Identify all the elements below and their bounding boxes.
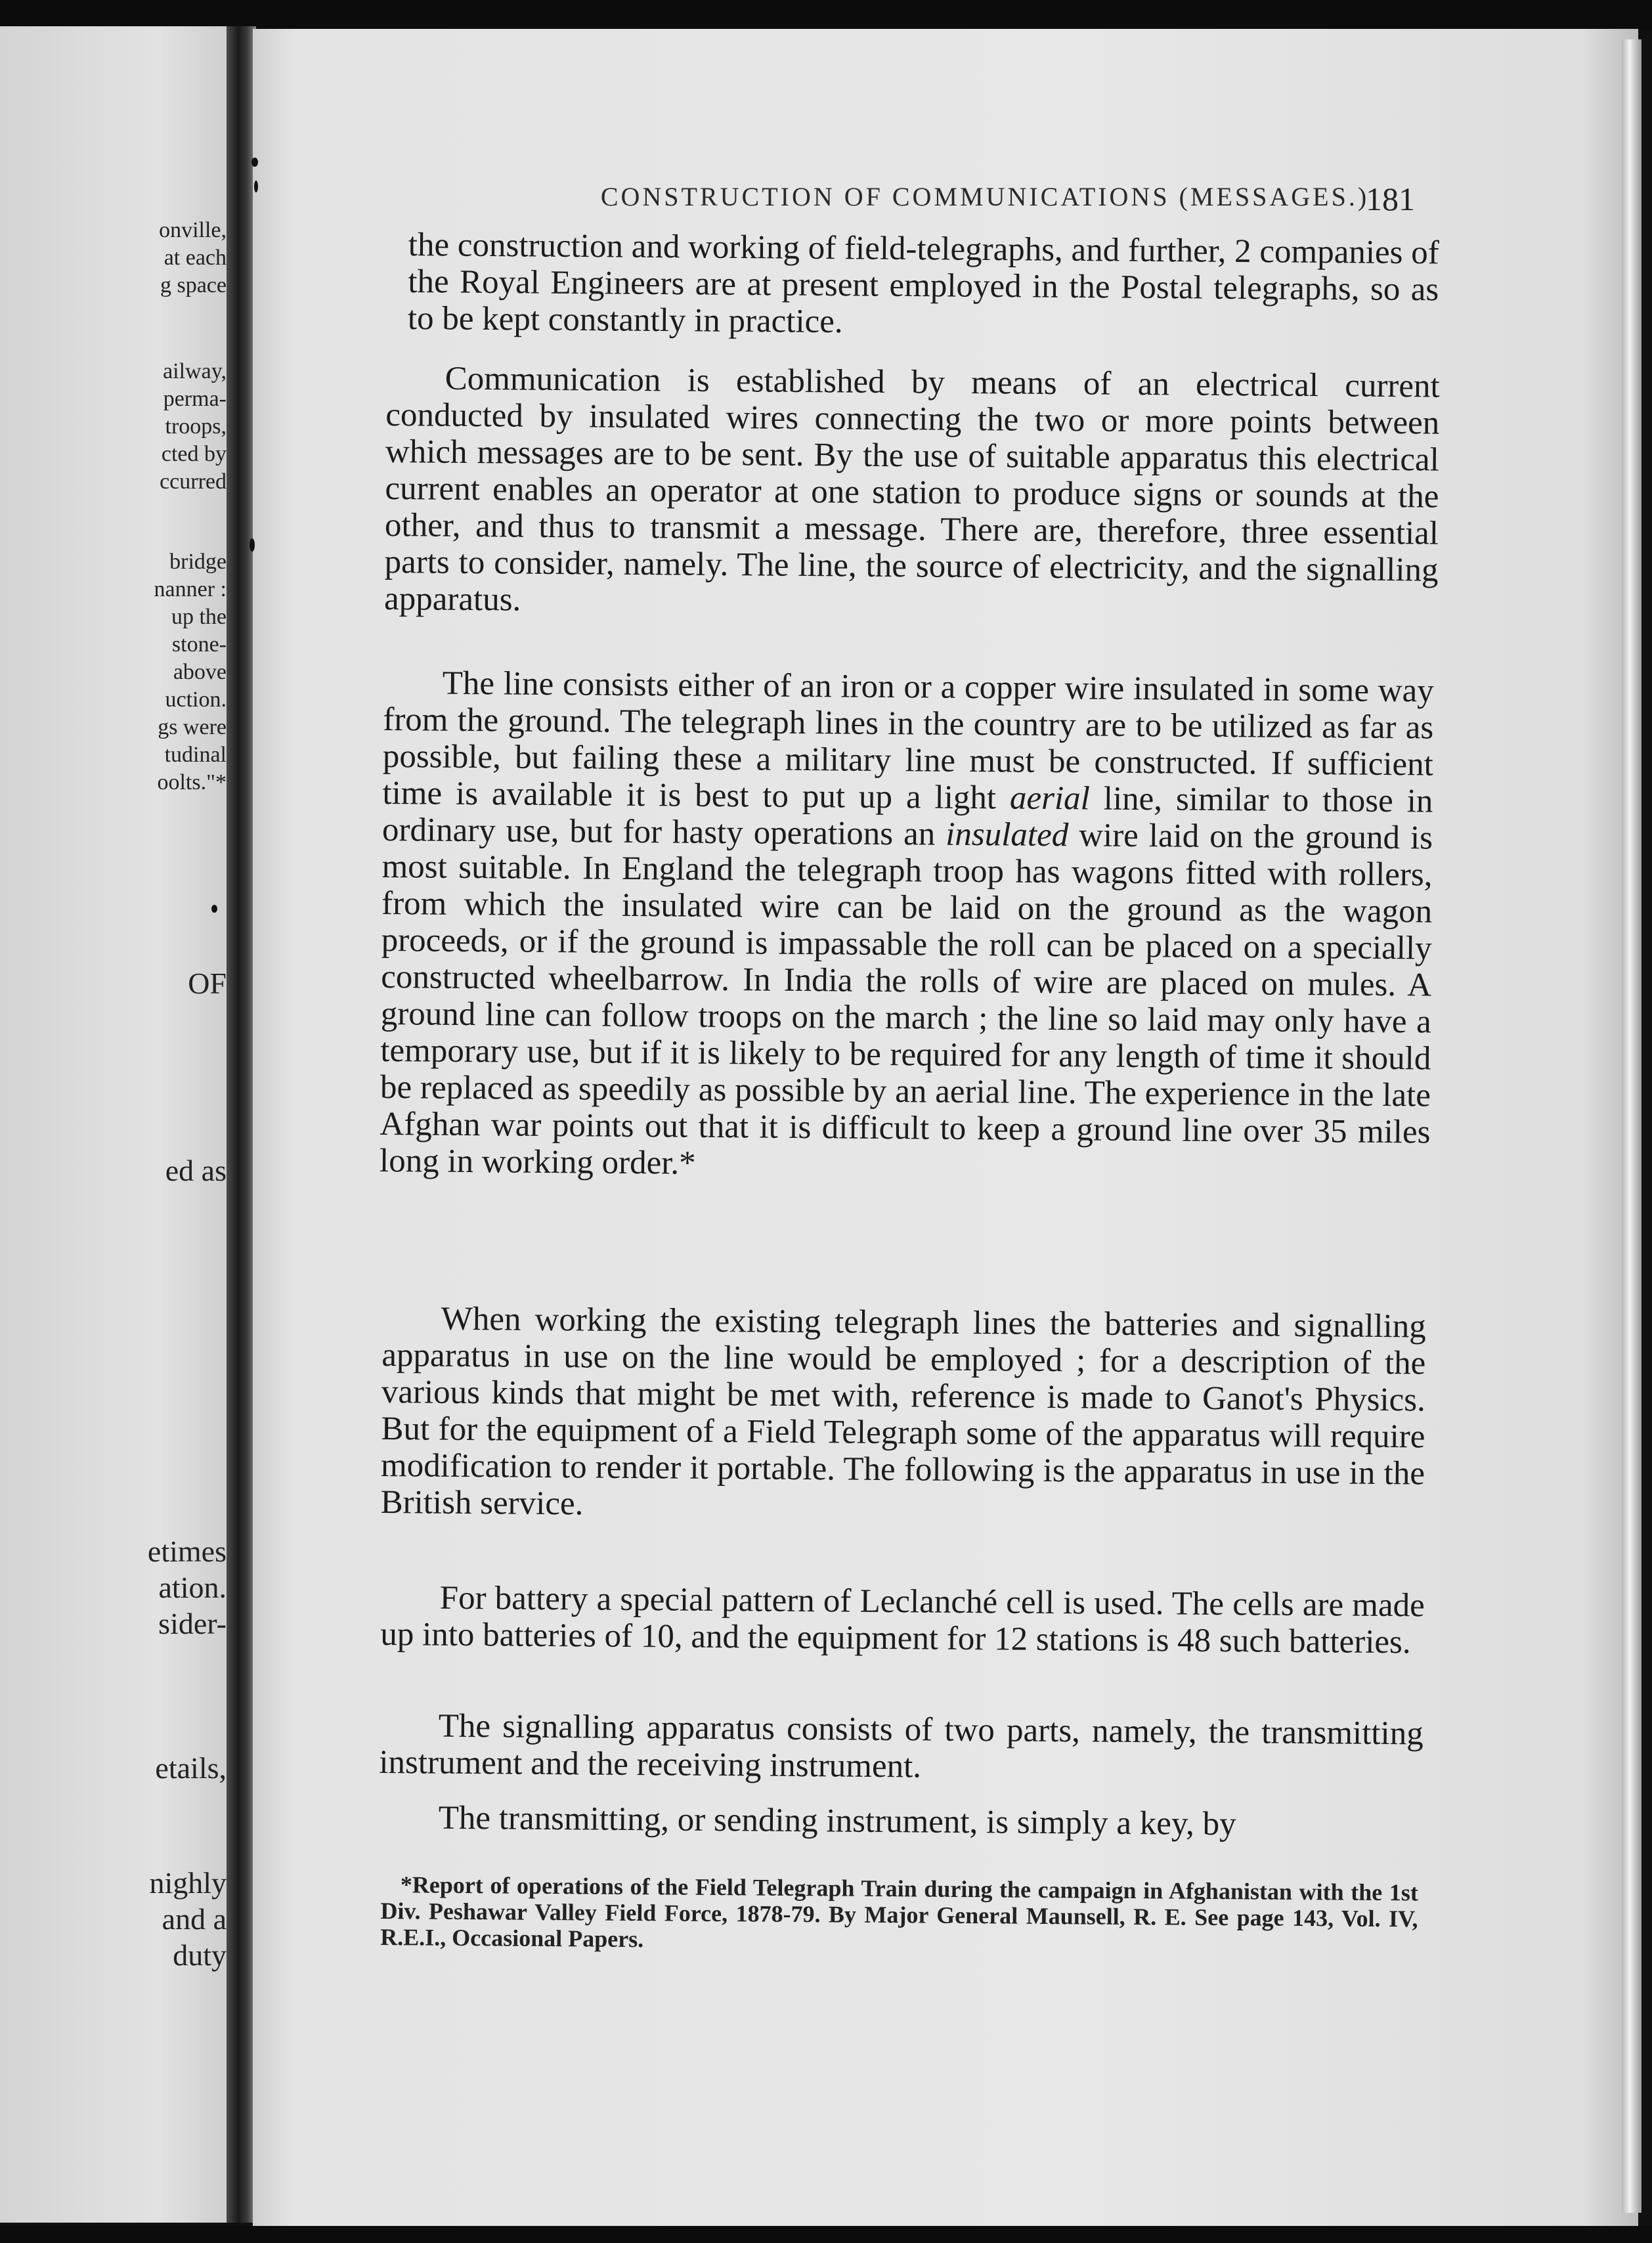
italic-term: aerial (1009, 779, 1091, 817)
page-number: 181 (1366, 181, 1415, 217)
paragraph (380, 1579, 1425, 1661)
paragraph-text: The transmitting, or sending instrument, is simply a key, by (438, 1799, 1236, 1843)
paragraph-text: Communication is established by means of an electrical current conducted by insulated wires connecting the two or more points between which messages are to be sent. By the use of suitable apparatus this electrical current enables an operator at one station to produce signs or sounds at the other, and thus to transmit a message. There are, therefore, three essential parts to consider, namely. The line, the source of electricity, and the signalling apparatus. (383, 360, 1440, 619)
facing-page-text: etimes (147, 1535, 227, 1568)
book-gutter (227, 26, 256, 2223)
footnote-text: *Report of operations of the Field Telegraph Train during the campaign in Afghanistan with the 1st Div. Peshawar Valley Field Force, 1878-79. By Major General Maunsell, R. E. See page 143, Vol. IV, R.E.I., Occasional Papers. (380, 1871, 1418, 1953)
facing-page-text: nighly (149, 1866, 227, 1900)
facing-page-text: at each (163, 246, 227, 270)
italic-term: insulated (946, 816, 1069, 854)
facing-page-text: nanner : (154, 577, 227, 601)
scan-border-bottom (0, 2226, 1652, 2243)
facing-page-text: ailway, (163, 359, 227, 383)
paragraph-text: The signalling apparatus consists of two parts, namely, the transmitting instrument and the receiving instrument. (379, 1707, 1424, 1785)
facing-page-text: ed as (165, 1154, 227, 1187)
facing-page-text: perma- (163, 387, 227, 411)
paragraph-text (380, 664, 1434, 1188)
facing-page-text: tudinal (164, 743, 227, 767)
paragraph-text: For battery a special pattern of Leclanché cell is used. The cells are made up into batteries of 10, and the equipment for 12 stations is 48 such batteries. (380, 1579, 1425, 1661)
facing-page-text: uction. (165, 687, 227, 712)
facing-page-text: gs were (158, 715, 227, 739)
running-head: CONSTRUCTION OF COMMUNICATIONS (MESSAGES.) (600, 182, 1370, 211)
paragraph (379, 1707, 1424, 1789)
scan-speck (254, 181, 258, 192)
facing-page-text: and a (162, 1902, 227, 1936)
facing-page-text: g space (160, 273, 227, 297)
facing-page-text: oolts."* (157, 770, 227, 795)
facing-page-text: troops, (165, 414, 227, 439)
facing-page-text: stone- (171, 632, 227, 657)
paragraph (380, 664, 1434, 1188)
facing-page (0, 26, 227, 2223)
paragraph (380, 1300, 1426, 1529)
facing-page-text: ccurred (160, 469, 227, 494)
paragraph-text: the construction and working of field-telegraphs, and further, 2 companies of the Royal Engineers are at present employed in the Postal telegraphs, so as to be kept constantly in practice. (407, 227, 1439, 341)
facing-page-heading: OF (188, 967, 227, 1000)
text-run: The line consists either of an iron or a copper wire insulated in some way from the ground. The telegraph lines in the country are to be utilized as far as possible, but failing these a military line must be constructed. If sufficient time is available it is best to put up a light (382, 664, 1434, 817)
scan-speck (211, 905, 217, 913)
facing-page-text: bridge (169, 550, 227, 574)
scan-speck (251, 158, 258, 167)
facing-page-text: duty (173, 1938, 227, 1972)
paragraph (408, 227, 1439, 345)
scan-speck (250, 538, 255, 552)
facing-page-text: onville, (159, 218, 227, 242)
scan-border-top (0, 0, 1652, 29)
facing-page-text: ation. (158, 1571, 227, 1604)
facing-page-text: etails, (155, 1751, 227, 1785)
page-edge (1622, 39, 1641, 2213)
facing-page-text: sider- (158, 1607, 227, 1640)
facing-page-text: up the (171, 605, 227, 629)
paragraph-text: When working the existing telegraph lines the batteries and signalling apparatus in use on the line would be employed ; for a description of the various kinds that might be met with, reference is made to Ganot's Physics. But for the equipment of a Field Telegraph some of the apparatus will require modification to render it portable. The following is the apparatus in use in the British service. (380, 1300, 1426, 1523)
text-run: line, similar to those in ordinary use, but for hasty operations an (381, 780, 1433, 853)
facing-page-text: cted by (161, 442, 227, 466)
text-run: wire laid on the ground is most suitable. In England the telegraph troop has wagons fitted with rollers, from which the insulated wire can be laid on the ground as the wagon proceeds, or if the ground is impassable the roll can be placed on a specially constructed wheelbarrow. In India the rolls of wire are placed on mules. A ground line can follow troops on the march ; the line so laid may only have a temporary use, but if it is likely to be required for any length of time it should be replaced as speedily as possible by an aerial line. The experience in the late Afghan war points out that it is difficult to keep a ground line over 35 miles long in working order.* (379, 817, 1433, 1182)
footnote (380, 1871, 1418, 1958)
paragraph (384, 360, 1440, 626)
facing-page-text: above (173, 660, 227, 684)
